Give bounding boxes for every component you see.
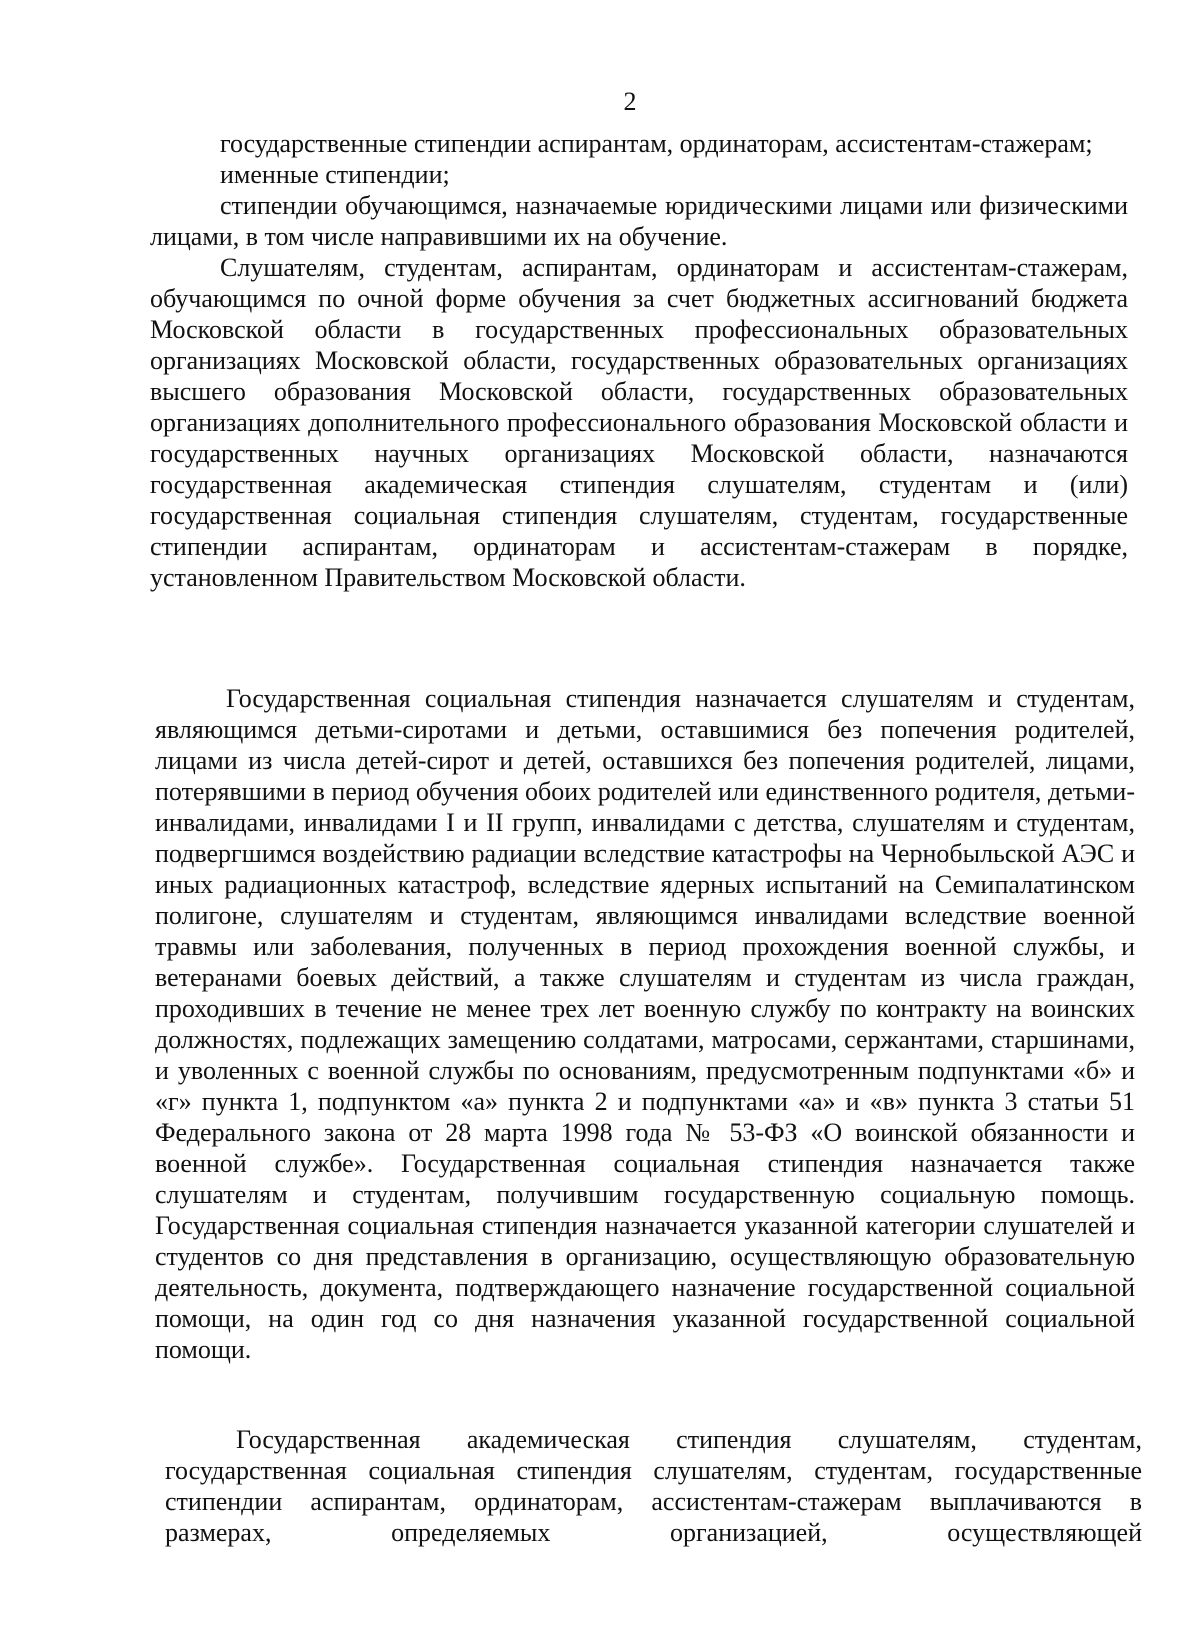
paragraph: Слушателям, студентам, аспирантам, ординаторам и ассистентам-стажерам, обучающимся по очной форме обучения за счет бюджетных ассигнований бюджета Московской области в государственных профессиональных образовательных организациях Московской области, государственных образовательных организациях высшего образования Московской области, государственных образовательных организациях дополнительного профессионального образования Московской области и государственных научных организациях Московской области, назначаются государственная академическая стипендия слушателям, студентам и (или) государственная социальная стипендия слушателям, студентам, государственные стипендии аспирантам, ординаторам и ассистентам-стажерам в порядке, установленном Правительством Московской области.	[150, 253, 1128, 592]
text-block-middle	[155, 683, 1135, 1365]
paragraph: именные стипендии;	[220, 160, 450, 189]
page-number: 2	[623, 87, 637, 116]
paragraph: стипендии обучающимся, назначаемые юридическими лицами или физическими лицами, в том числе направившими их на обучение.	[150, 191, 1128, 251]
paragraph: государственные стипендии аспирантам, ординаторам, ассистентам-стажерам;	[220, 129, 1093, 158]
paragraph: Государственная социальная стипендия назначается слушателям и студентам, являющимся детьми-сиротами и детьми, оставшимися без попечения родителей, лицами из числа детей-сирот и детей, оставшихся без попечения родителей, лицами, потерявшими в период обучения обоих родителей или единственного родителя, детьми-инвалидами, инвалидами I и II групп, инвалидами с детства, слушателям и студентам, подвергшимся воздействию радиации вследствие катастрофы на Чернобыльской АЭС и иных радиационных катастроф, вследствие ядерных испытаний на Семипалатинском полигоне, слушателям и студентам, являющимся инвалидами вследствие военной травмы или заболевания, полученных в период прохождения военной службы, и ветеранами боевых действий, а также слушателям и студентам из числа граждан, проходивших в течение не менее трех лет военную службу по контракту на воинских должностях, подлежащих замещению солдатами, матросами, сержантами, старшинами, и уволенных с военной службы по основаниям, предусмотренным подпунктами «б» и «г» пункта 1, подпунктом «а» пункта 2 и подпунктами «а» и «в» пункта 3 статьи 51 Федерального закона от 28 марта 1998 года № 53-ФЗ «О воинской обязанности и военной службе». Государственная социальная стипендия назначается также слушателям и студентам, получившим государственную социальную помощь. Государственная социальная стипендия назначается указанной категории слушателей и студентов со дня представления в организацию, осуществляющую образовательную деятельность, документа, подтверждающего назначение государственной социальной помощи, на один год со дня назначения указанной государственной социальной помощи.	[155, 684, 1135, 1364]
paragraph: Государственная академическая стипендия слушателям, студентам, государственная социальная стипендия слушателям, студентам, государственные стипендии аспирантам, ординаторам, ассистентам-стажерам выплачиваются в размерах, определяемых организацией, осуществляющей	[165, 1425, 1142, 1547]
text-block-top	[150, 128, 1128, 593]
text-block-bottom	[165, 1424, 1142, 1548]
